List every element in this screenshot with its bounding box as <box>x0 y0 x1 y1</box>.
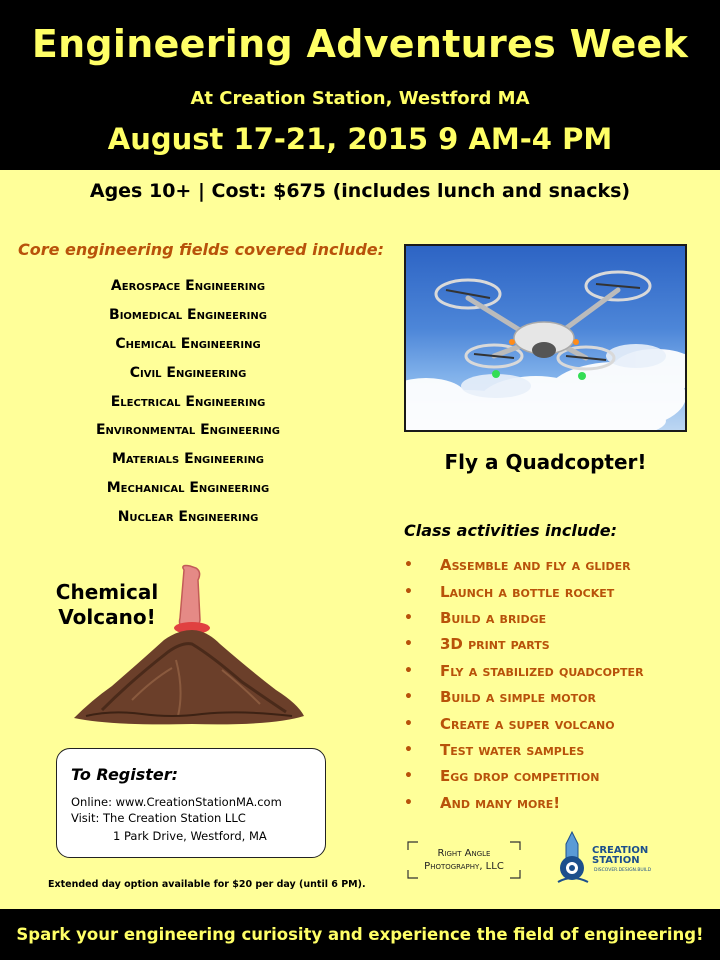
bullet-icon: • <box>404 583 413 600</box>
ages-cost-line: Ages 10+ | Cost: $675 (includes lunch and snacks) <box>89 180 631 202</box>
cs-line2: STATION <box>592 855 640 866</box>
activities-list <box>404 552 714 816</box>
bullet-icon: • <box>404 689 413 706</box>
activity-item <box>404 684 714 710</box>
footer-slogan: Spark your engineering curiosity and experience the field of engineering! <box>16 925 704 944</box>
activity-label: Build a bridge <box>440 608 547 627</box>
header-banner <box>0 0 720 170</box>
register-online: Online: www.CreationStationMA.com <box>71 795 282 809</box>
activity-label: Fly a stabilized quadcopter <box>440 661 644 680</box>
page-title: Engineering Adventures Week <box>31 22 689 66</box>
bullet-icon: • <box>404 557 413 574</box>
right-angle-photography-logo <box>406 840 522 880</box>
activity-label: Test water samples <box>440 740 585 759</box>
quadcopter-photo <box>404 244 687 432</box>
field-item: Electrical Engineering <box>110 393 266 410</box>
register-address: 1 Park Drive, Westford, MA <box>113 829 267 843</box>
activity-item <box>404 658 714 684</box>
cs-tagline: DISCOVER.DESIGN.BUILD <box>594 868 652 873</box>
activity-label: 3D print parts <box>440 635 550 654</box>
activity-label: Assemble and fly a glider <box>440 556 631 575</box>
activity-label: And many more! <box>440 793 561 812</box>
quadcopter-caption: Fly a Quadcopter! <box>444 450 647 474</box>
activity-item <box>404 578 714 604</box>
field-item: Biomedical Engineering <box>109 306 267 323</box>
activities-heading: Class activities include: <box>404 521 617 540</box>
activity-item <box>404 710 714 736</box>
location-subtitle: At Creation Station, Westford MA <box>190 88 530 109</box>
event-dates: August 17-21, 2015 9 AM-4 PM <box>107 122 613 156</box>
extended-day-note: Extended day option available for $20 per day (until 6 PM). <box>48 879 366 890</box>
footer-banner <box>0 909 720 960</box>
field-item: Chemical Engineering <box>115 335 261 352</box>
activity-label: Build a simple motor <box>440 688 596 707</box>
register-visit: Visit: The Creation Station LLC <box>71 811 246 825</box>
bullet-icon: • <box>404 715 413 732</box>
field-item: Materials Engineering <box>111 451 265 468</box>
bullet-icon: • <box>404 741 413 758</box>
activity-item <box>404 763 714 789</box>
registration-box <box>56 748 326 858</box>
volcano-label-line2: Volcano! <box>58 605 156 629</box>
activity-label: Launch a bottle rocket <box>440 582 615 601</box>
rap-line2: Photography, LLC <box>424 861 504 872</box>
creation-station-name <box>592 846 662 866</box>
bullet-icon: • <box>404 609 413 626</box>
field-item: Environmental Engineering <box>95 422 281 439</box>
volcano-label-line1: Chemical <box>55 580 159 604</box>
activity-label: Egg drop competition <box>440 767 600 786</box>
activity-item <box>404 790 714 816</box>
activity-item <box>404 605 714 631</box>
activity-item <box>404 737 714 763</box>
field-item: Nuclear Engineering <box>117 509 259 526</box>
field-item: Civil Engineering <box>129 364 247 381</box>
field-item: Mechanical Engineering <box>106 480 270 497</box>
activity-item <box>404 631 714 657</box>
core-fields-heading: Core engineering fields covered include: <box>18 240 385 259</box>
volcano-label <box>42 580 172 630</box>
core-fields-list <box>38 276 338 536</box>
bullet-icon: • <box>404 794 413 811</box>
activity-label: Create a super volcano <box>440 714 615 733</box>
bullet-icon: • <box>404 768 413 785</box>
activity-item <box>404 552 714 578</box>
cs-line1: CREATION <box>592 845 649 856</box>
rap-line1: Right Angle <box>437 848 491 859</box>
field-item: Aerospace Engineering <box>110 278 266 294</box>
bullet-icon: • <box>404 662 413 679</box>
register-title: To Register: <box>71 765 179 784</box>
bullet-icon: • <box>404 636 413 653</box>
creation-station-logo <box>554 830 664 886</box>
